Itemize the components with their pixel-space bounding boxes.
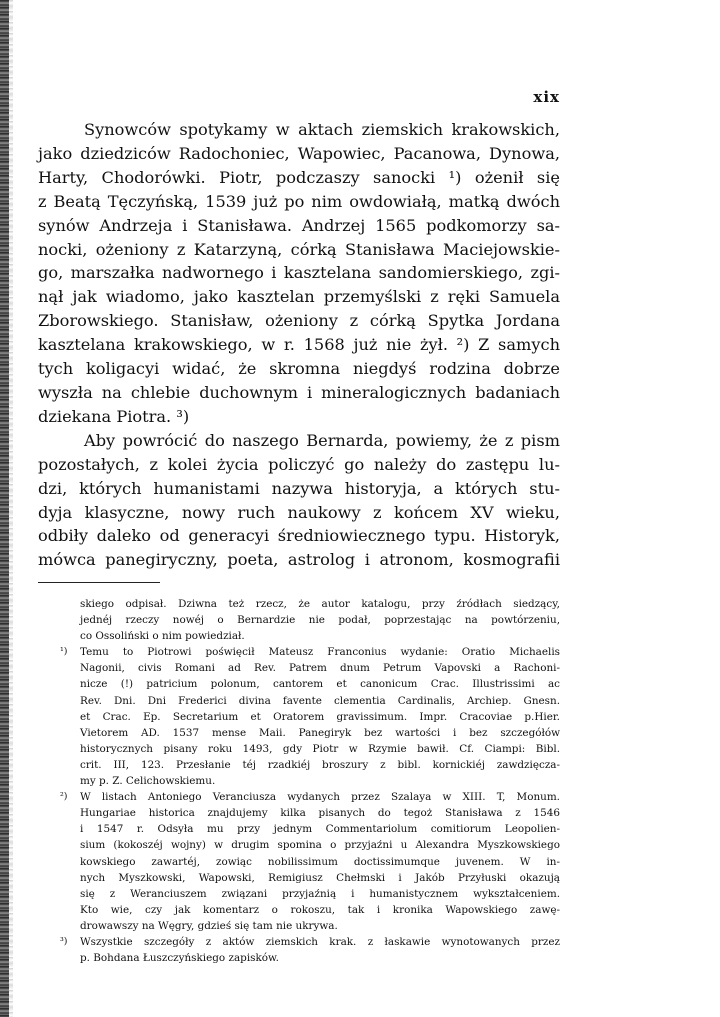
- body-line: tych koligacyi widać, że skromna niegdyś rodzina dobrze: [38, 359, 560, 379]
- body-line: mówca panegiryczny, poeta, astrolog i atronom, kosmografii: [38, 550, 560, 570]
- body-line: Zborowskiego. Stanisław, ożeniony z córką Spytka Jordana: [38, 311, 560, 331]
- body-line: Synowców spotykamy w aktach ziemskich krakowskich,: [84, 120, 560, 139]
- footnote-3-text: Wszystkie szczegóły z aktów ziemskich krak. z łaskawie wynotowanych przez: [80, 935, 560, 948]
- body-line: odbiły daleko od generacyi średniowiecznego typu. Historyk,: [38, 526, 560, 546]
- footnote-1-text: Temu to Piotrowi poświęcił Mateusz Franconius wydanie: Oratio Michaelis: [80, 646, 560, 659]
- footnote-2-first-line: [60, 789, 560, 805]
- footnote-line: się z Weranciuszem związani przyjaźnią i humanistycznem wykształceniem.: [80, 887, 560, 900]
- body-line: jako dziedziców Radochoniec, Wapowiec, Pacanowa, Dynowa,: [38, 143, 560, 163]
- body-line: z Beatą Tęczyńską, 1539 już po nim owdowiałą, matką dwóch: [38, 191, 560, 211]
- footnote-line: skiego odpisał. Dziwna też rzecz, że autor katalogu, przy źródłach siedzący,: [80, 598, 560, 610]
- main-text-block: [38, 118, 560, 572]
- body-line: synów Andrzeja i Stanisława. Andrzej 1565 podkomorzy sa-: [38, 215, 560, 235]
- body-line: nocki, ożeniony z Katarzyną, córką Stanisława Maciejowskie-: [38, 239, 560, 259]
- footnotes-block: [60, 596, 560, 966]
- footnote-line: jednéj rzeczy nowéj o Bernardzie nie podał, poprzestając na powtórzeniu,: [80, 614, 560, 627]
- footnote-line: Hungariae historica znajdujemy kilka pisanych do tegoż Stanisława z 1546: [80, 807, 560, 820]
- scan-edge-noise: [9, 0, 13, 1017]
- body-line: Harty, Chodorówki. Piotr, podczaszy sanocki ¹) ożenił się: [38, 167, 560, 187]
- footnote-separator: [38, 582, 160, 583]
- footnote-line: kowskiego zawartéj, zowiąc nobilissimum doctissimumque juvenem. W in-: [80, 855, 560, 868]
- footnote-1-first-line: [60, 644, 560, 660]
- footnote-line: co Ossoliński o nim powiedział.: [80, 630, 245, 643]
- footnote-line: i 1547 r. Odsyła mu przy jednym Commentariolum comitiorum Leopolien-: [80, 823, 560, 836]
- footnote-line: nicze (!) patricium polonum, cantorem et canonicum Crac. Illustrissimi ac: [80, 678, 560, 691]
- body-line: dziekana Piotra. ³): [38, 406, 190, 426]
- footnote-line: sium (kokoszéj wojny) w drugim spomina o przyjaźni u Alexandra Myszkowskiego: [80, 839, 560, 852]
- body-line: dzi, których humanistami nazywa historyja, a których stu-: [38, 478, 560, 498]
- body-line: dyja klasyczne, nowy ruch naukowy z końcem XV wieku,: [38, 502, 560, 522]
- body-line: nął jak wiadomo, jako kasztelan przemyślski z ręki Samuela: [38, 287, 560, 307]
- footnote-line: Nagonii, civis Romani ad Rev. Patrem dnum Petrum Vapovski a Rachoni-: [80, 662, 560, 675]
- footnote-line: p. Bohdana Łuszczyńskiego zapisków.: [80, 952, 279, 965]
- footnote-line: Vietorem AD. 1537 mense Maii. Panegiryk bez wartości i bez szczegółów: [80, 726, 560, 739]
- footnote-marker-1: ¹): [60, 646, 68, 658]
- footnote-marker-3: ³): [60, 935, 68, 947]
- body-line: pozostałych, z kolei życia policzyć go należy do zastępu lu-: [38, 454, 560, 474]
- scan-binding-edge: [0, 0, 9, 1017]
- footnote-line: drowawszy na Węgry, gdzieś się tam nie ukrywa.: [80, 919, 338, 932]
- footnote-line: crit. III, 123. Przesłanie téj rzadkiéj broszury z bibl. kornickiéj zawdzięcza-: [80, 758, 560, 771]
- footnote-3-first-line: [60, 934, 560, 950]
- body-line: wyszła na chlebie duchownym i mineralogicznych badaniach: [38, 382, 560, 402]
- footnote-line: Rev. Dni. Dni Frederici divina favente clementia Cardinalis, Archiep. Gnesn.: [80, 694, 560, 707]
- footnote-2-text: W listach Antoniego Veranciusza wydanych przez Szalaya w XIII. T, Monum.: [80, 791, 560, 804]
- footnote-line: et Crac. Ep. Secretarium et Oratorem gravissimum. Impr. Cracoviae p.Hier.: [80, 710, 560, 723]
- footnote-line: Kto wie, czy jak komentarz o rokoszu, tak i kronika Wapowskiego zawę-: [80, 903, 560, 916]
- footnote-line: historycznych pisany roku 1493, gdy Piotr w Rzymie bawił. Cf. Ciampi: Bibl.: [80, 742, 560, 755]
- page-number: xix: [533, 88, 560, 106]
- footnote-line: my p. Z. Celichowskiemu.: [80, 775, 216, 788]
- body-line: Aby powrócić do naszego Bernarda, powiemy, że z pism: [84, 430, 560, 450]
- footnote-line: nych Myszkowski, Wapowski, Remigiusz Chełmski i Jakób Przyłuski okazują: [80, 871, 560, 884]
- body-line: kasztelana krakowskiego, w r. 1568 już nie żył. ²) Z samych: [38, 335, 560, 355]
- footnote-marker-2: ²): [60, 791, 68, 803]
- body-line: go, marszałka nadwornego i kasztelana sandomierskiego, zgi-: [38, 263, 560, 283]
